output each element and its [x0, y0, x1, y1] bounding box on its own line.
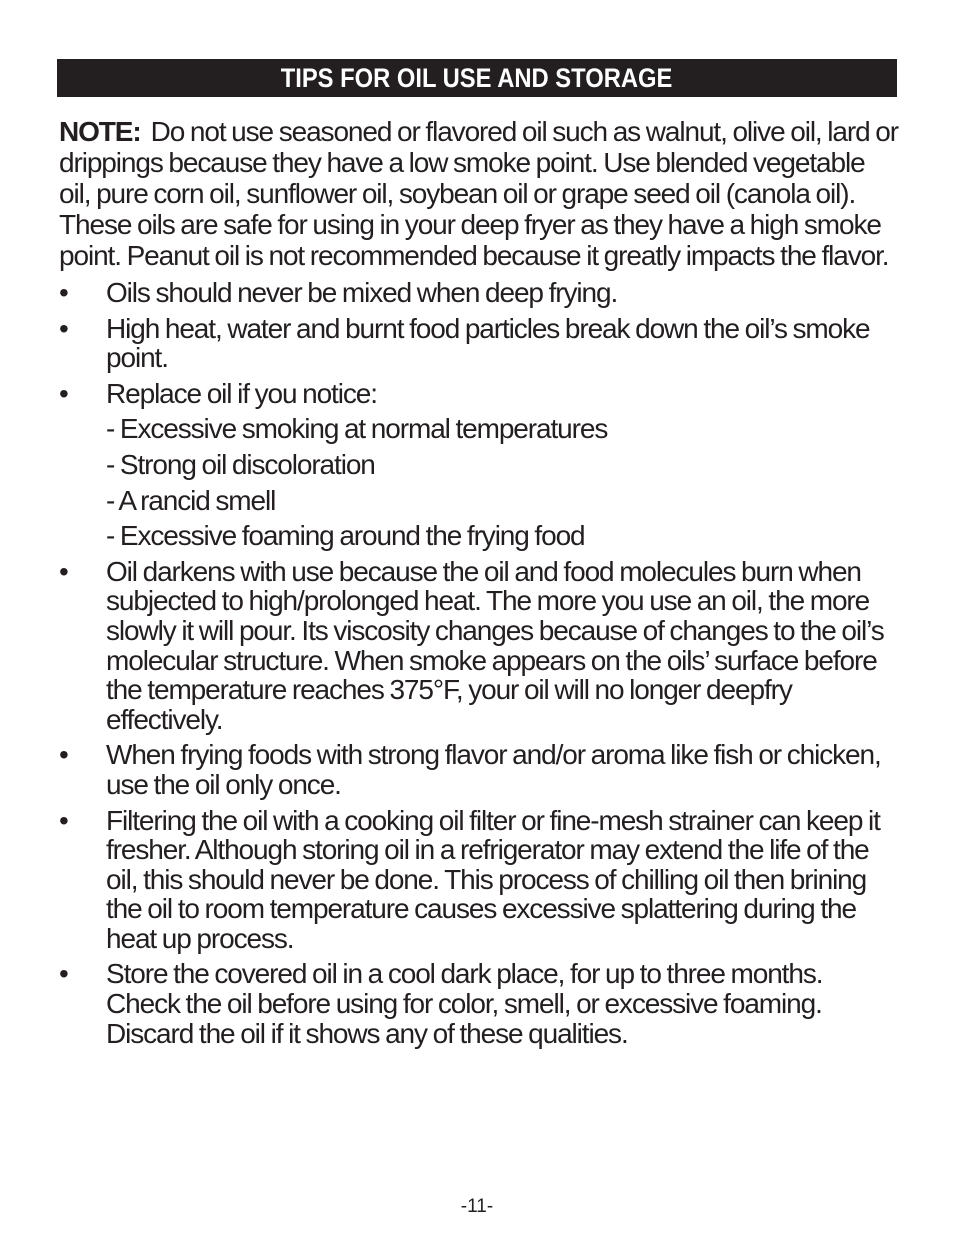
bullet-icon: • [59, 739, 68, 771]
list-item [59, 740, 899, 799]
sub-list-item: - Strong oil discoloration [106, 448, 375, 480]
bullet-icon: • [59, 277, 68, 308]
list-item [59, 314, 899, 373]
list-item [59, 959, 899, 1048]
list-item-text: Oils should never be mixed when deep frying. [106, 277, 618, 308]
section-header-bar [57, 59, 897, 97]
bullet-icon: • [59, 312, 68, 344]
list-item-text: High heat, water and burnt food particles break down the oil’s smoke point. [106, 312, 870, 374]
note-paragraph [59, 116, 899, 271]
replace-oil-signs-list [106, 414, 899, 550]
sub-list-item: - Excessive smoking at normal temperatures [106, 413, 608, 445]
sub-list-item: - A rancid smell [106, 484, 276, 516]
bullet-icon: • [59, 958, 68, 990]
list-item-text: When frying foods with strong flavor and/or aroma like fish or chicken, use the oil only once. [106, 739, 881, 800]
list-item-text: Oil darkens with use because the oil and food molecules burn when subjected to high/prolonged heat. The more you use an oil, the more slowly it will pour. Its viscosity changes because of changes to the oil’s molecular structure. When smoke appears on the oils’ surface before the temperature reaches 375°F, your oil will no longer deepfry effectively. [106, 555, 884, 735]
list-item-text: Replace oil if you notice: [106, 377, 377, 409]
tips-list [59, 278, 899, 1054]
bullet-icon: • [59, 804, 68, 836]
note-label: NOTE: [59, 116, 141, 147]
note-text: Do not use seasoned or flavored oil such as walnut, olive oil, lard or drippings because they have a low smoke point. Use blended vegetable oil, pure corn oil, sunflower oil, soybean oil or grape seed oil (canola oil). These oils are safe for using in your deep fryer as they have a high smoke point. Peanut oil is not recommended because it greatly impacts the flavor. [59, 116, 898, 271]
list-item [59, 278, 899, 308]
list-item-text: Filtering the oil with a cooking oil filter or fine-mesh strainer can keep it fresher. Although storing oil in a refrigerator may extend the life of the oil, this should never be done. This process of chilling oil then brining the oil to room temperature causes excessive splattering during the heat up process. [106, 804, 880, 954]
list-item [59, 557, 899, 735]
list-item [59, 806, 899, 954]
page-number: -11- [460, 1196, 494, 1217]
bullet-icon: • [59, 555, 68, 587]
bullet-icon: • [59, 377, 68, 409]
section-title: TIPS FOR OIL USE AND STORAGE [281, 62, 673, 93]
sub-list-item: - Excessive foaming around the frying food [106, 520, 585, 552]
list-item-text: Store the covered oil in a cool dark place, for up to three months. Check the oil before using for color, smell, or excessive foaming. Discard the oil if it shows any of these qualities. [106, 958, 823, 1049]
list-item [59, 379, 899, 551]
